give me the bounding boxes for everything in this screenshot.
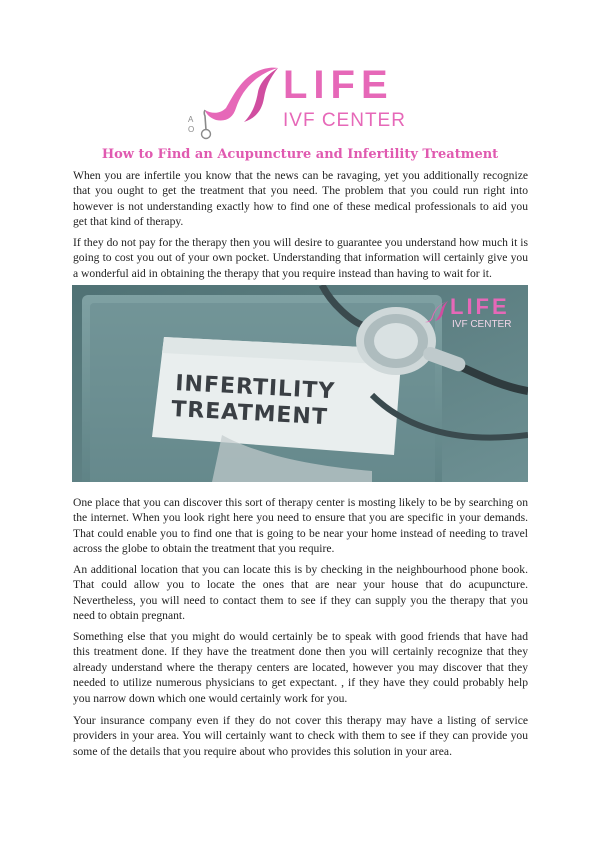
photo-card-line-2: TREATMENT <box>170 397 329 431</box>
watermark-flamingo-icon <box>420 299 450 329</box>
infertility-treatment-photo <box>72 285 528 482</box>
paragraph-3: One place that you can discover this sort of therapy center is mosting likely to be by searching on the internet. When you look right here you need to ensure that you are specific in your demands. That could enable you to find one that is going to be near your home instead of needing to travel across the globe to obtain the treatment that you require. <box>73 496 528 556</box>
paragraph-5: Something else that you might do would certainly be to speak with good friends that have had this treatment done. If they have the treatment done then you will certainly recognize that they already understand where the therapy centers are located, however you may discover that they needed to utilize numerous physicians to get expectant. , if they have they could probably help you narrow down which one would certainly work for you. <box>73 630 528 705</box>
paragraph-4: An additional location that you can locate this is by checking in the neighbourhood phone book. That could allow you to locate the ones that are near your house that do acupuncture. Nevertheless, you will need to contact them to see if they can supply you the therapy that you need to obtain pregnant. <box>73 563 528 623</box>
page-title: How to Find an Acupuncture and Infertility Treatment <box>101 147 499 162</box>
paragraph-6: Your insurance company even if they do not cover this therapy may have a listing of service providers in your area. You will certainly want to check with them to see if they can provide you some of the details that you require about who provides this solution in your area. <box>73 714 528 758</box>
watermark-brand-ivf-center: IVF CENTER <box>452 319 512 330</box>
paragraph-2: If they do not pay for the therapy then you will desire to guarantee you understand how much it is going to cost you out of your own pocket. Understanding that information will certainly give you a wonderful aid in obtaining the therapy that you require instead than having to wait for it. <box>73 236 528 280</box>
logo-brand-life: LIFE <box>283 63 394 107</box>
svg-text:O: O <box>188 125 195 134</box>
svg-text:A: A <box>188 115 194 124</box>
logo-brand-ivf-center: IVF CENTER <box>283 110 406 131</box>
paragraph-1: When you are infertile you know that the news can be ravaging, yet you additionally recognize that you ought to get the treatment that you need. The problem that you could run right into however is not understanding exactly how to find one of these medical professionals to aid you get that kind of therapy. <box>73 169 528 229</box>
flamingo-logo-icon <box>186 64 286 142</box>
photo-card-line-1: INFERTILITY <box>174 371 336 405</box>
watermark-brand-life: LIFE <box>450 294 510 319</box>
